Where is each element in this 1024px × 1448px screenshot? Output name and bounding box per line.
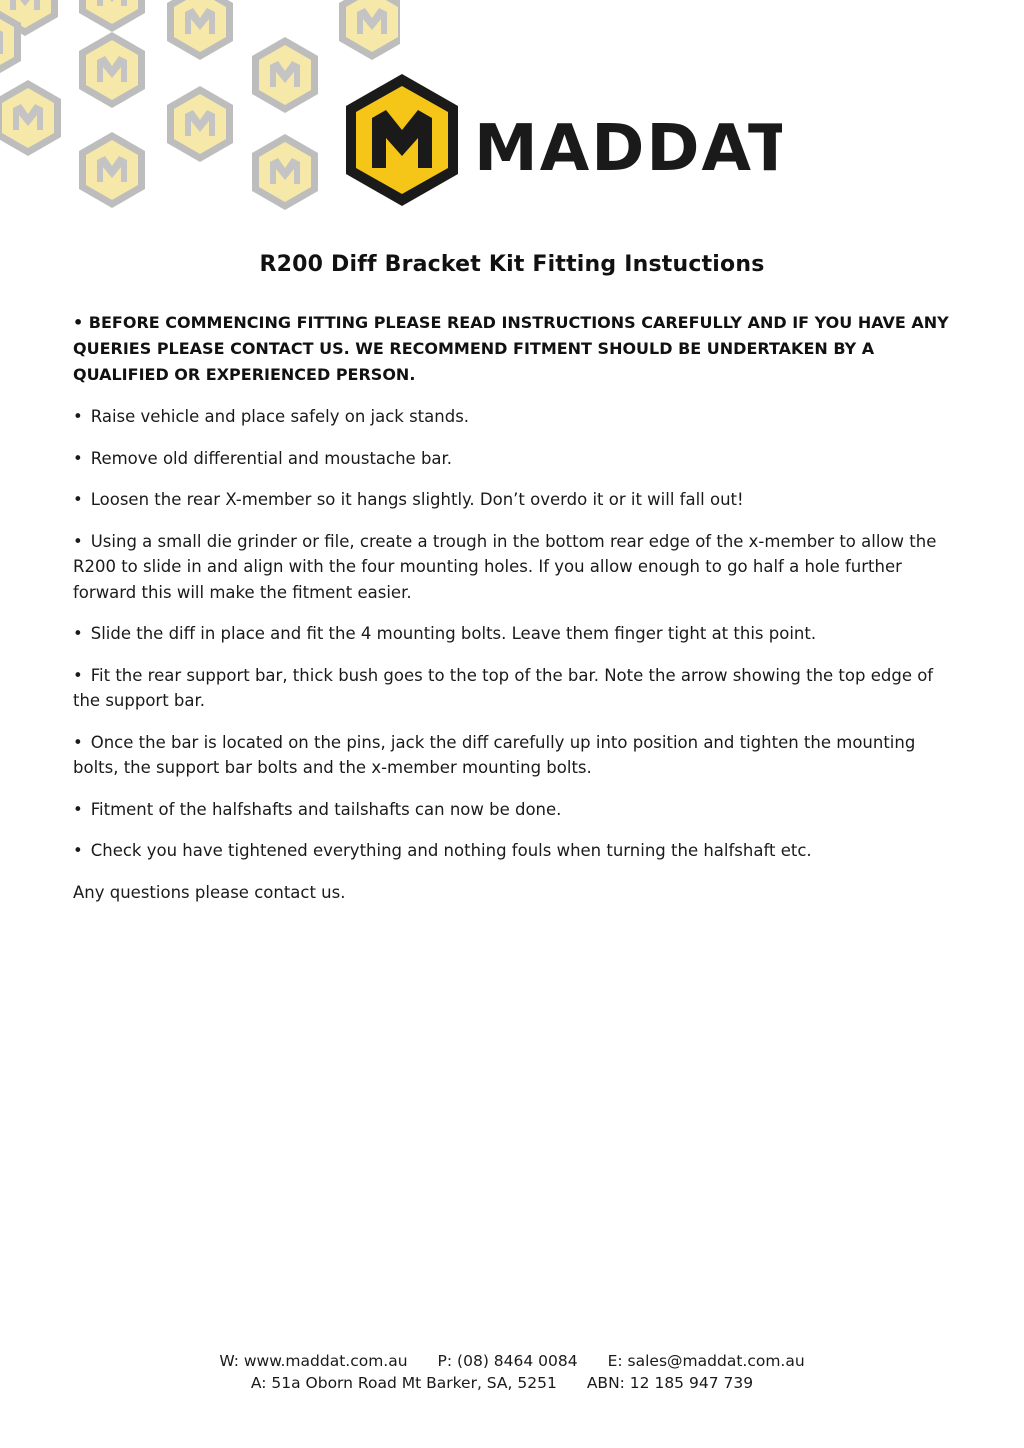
footer-email: E: sales@maddat.com.au xyxy=(607,1352,805,1370)
brand-logo xyxy=(342,72,782,208)
bullet: • xyxy=(73,490,83,509)
step-item xyxy=(73,730,961,781)
bullet: • xyxy=(73,531,83,551)
bullet: • xyxy=(73,732,83,752)
step-item xyxy=(73,446,961,472)
step-text: Fit the rear support bar, thick bush goes to the top of the bar. Note the arrow showing the top edge of the support bar. xyxy=(73,665,934,710)
bullet: • xyxy=(73,799,83,819)
step-text: Check you have tightened everything and nothing fouls when turning the halfshaft etc. xyxy=(90,841,812,860)
hex-pattern-decoration xyxy=(0,0,400,215)
footer-website: W: www.maddat.com.au xyxy=(219,1352,408,1370)
footer-row-contact xyxy=(0,1350,1024,1372)
bullet: • xyxy=(73,624,83,643)
step-text: Fitment of the halfshafts and tailshafts can now be done. xyxy=(90,799,562,819)
maddat-logo-icon xyxy=(342,72,782,208)
step-text: Raise vehicle and place safely on jack stands. xyxy=(90,407,470,426)
bullet: • xyxy=(73,407,83,426)
footer-phone: P: (08) 8464 0084 xyxy=(437,1352,578,1370)
step-item xyxy=(73,621,961,647)
step-item xyxy=(73,529,961,606)
step-text: Using a small die grinder or file, create a trough in the bottom rear edge of the x-member to allow the R200 to slide in and align with the four mounting holes. If you allow enough to go half a hole further forward this will make the fitment easier. xyxy=(73,531,937,602)
footer-abn: ABN: 12 185 947 739 xyxy=(586,1374,754,1392)
steps-list xyxy=(73,404,961,864)
bullet: • xyxy=(73,448,83,468)
footer-row-address xyxy=(0,1372,1024,1394)
bullet: • xyxy=(73,665,83,685)
bullet: • xyxy=(73,841,83,860)
step-item xyxy=(73,797,961,823)
step-item xyxy=(73,487,961,513)
document-title: R200 Diff Bracket Kit Fitting Instuctions xyxy=(259,252,765,277)
instructions-content xyxy=(73,310,961,905)
step-item xyxy=(73,404,961,430)
step-text: Once the bar is located on the pins, jack the diff carefully up into position and tighten the mounting bolts, the support bar bolts and the x-member mounting bolts. xyxy=(73,732,916,777)
footer-address: A: 51a Oborn Road Mt Barker, SA, 5251 xyxy=(250,1374,557,1392)
closing-text: Any questions please contact us. xyxy=(73,882,346,902)
step-text: Slide the diff in place and fit the 4 mounting bolts. Leave them finger tight at this point. xyxy=(90,624,817,643)
brand-name: MADDAT xyxy=(474,112,782,186)
step-text: Loosen the rear X-member so it hangs slightly. Don’t overdo it or it will fall out! xyxy=(90,490,744,509)
step-item xyxy=(73,663,961,714)
step-text: Remove old differential and moustache bar. xyxy=(90,448,453,468)
contact-footer xyxy=(0,1350,1024,1394)
warning-notice: • BEFORE COMMENCING FITTING PLEASE READ INSTRUCTIONS CAREFULLY AND IF YOU HAVE ANY QUERIES PLEASE CONTACT US. WE RECOMMEND FITMENT SHOULD BE UNDERTAKEN BY A QUALIFIED OR EXPERIENCED PERSON. xyxy=(73,313,949,384)
step-item xyxy=(73,838,961,864)
